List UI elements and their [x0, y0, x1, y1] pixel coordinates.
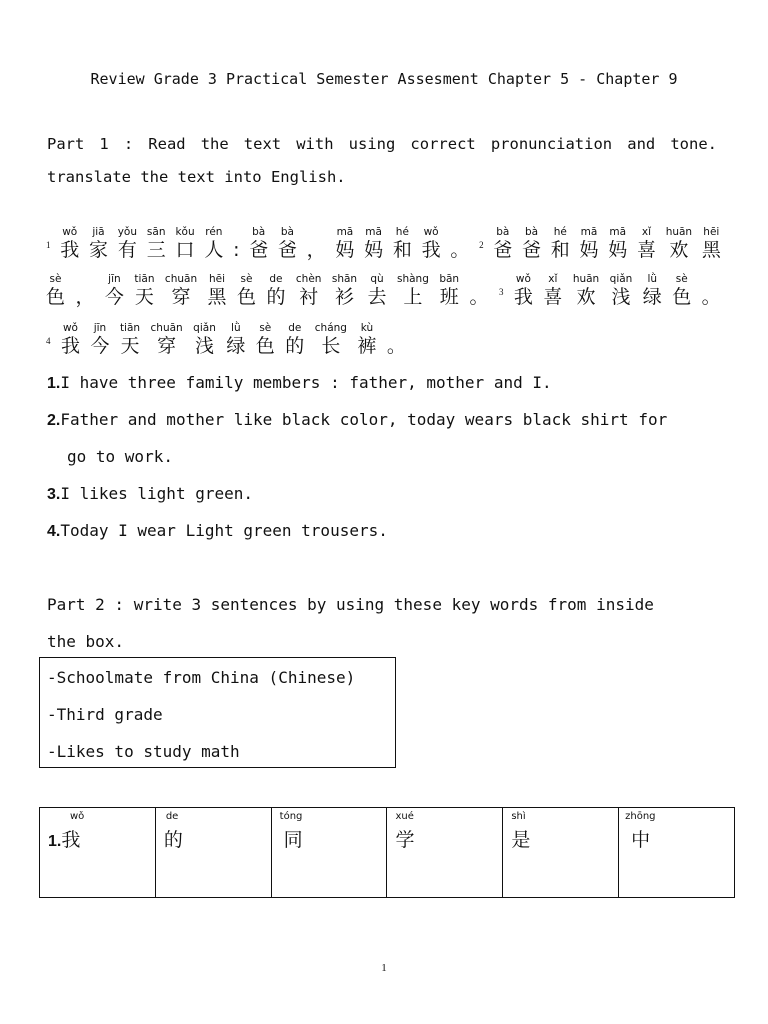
chinese-line-1 — [46, 226, 721, 262]
pinyin: xǐ — [548, 273, 558, 285]
hanzi: 今 — [104, 286, 124, 308]
hanzi: 爸 — [277, 239, 297, 261]
pinyin: yǒu — [117, 226, 137, 238]
grid-cell[interactable]: de 的 — [156, 808, 272, 897]
pinyin: tiān — [119, 322, 141, 334]
hanzi: 有 — [117, 239, 137, 261]
hanzi: 。 — [450, 239, 470, 261]
sentence-number: 2 — [479, 240, 484, 250]
hanzi: 妈 — [364, 239, 384, 261]
pinyin-character — [118, 226, 137, 262]
keyword-box — [39, 657, 396, 768]
hanzi: ， — [306, 239, 326, 261]
pinyin: mā — [609, 226, 627, 238]
pinyin: chèn — [295, 273, 322, 285]
hanzi: ， — [75, 286, 95, 308]
grid-cell[interactable]: wǒ 1.我 — [40, 808, 156, 897]
pinyin-character — [608, 226, 627, 262]
pinyin-character — [285, 322, 304, 358]
pinyin-character — [151, 322, 183, 358]
page-number: 1 — [381, 962, 387, 974]
hanzi: 妈 — [579, 239, 599, 261]
pinyin: bà — [252, 226, 266, 238]
hanzi: 家 — [88, 239, 108, 261]
pinyin-character — [702, 226, 721, 262]
pinyin: shàng — [396, 273, 429, 285]
pinyin-character — [296, 273, 322, 309]
pinyin-character — [522, 226, 541, 262]
pinyin: sè — [675, 273, 688, 285]
pinyin-character — [543, 273, 562, 309]
sentence-number: 3 — [498, 287, 504, 297]
hanzi: 穿 — [157, 335, 177, 357]
pinyin: hé — [553, 226, 567, 238]
hanzi: 穿 — [171, 286, 191, 308]
hanzi: 色 — [255, 335, 275, 357]
hanzi: 我 — [60, 335, 80, 357]
pinyin-character — [610, 273, 633, 309]
pinyin-character — [60, 226, 79, 262]
pinyin-character — [397, 273, 429, 309]
pinyin-character — [89, 226, 108, 262]
pinyin-character — [256, 322, 275, 358]
hanzi: 。 — [701, 286, 721, 308]
pinyin-character — [579, 226, 598, 262]
pinyin: sè — [49, 273, 62, 285]
sentence-number: 4 — [46, 336, 51, 346]
hanzi: 我 — [421, 239, 441, 261]
translation-4: 4.Today I wear Light green trousers. — [47, 521, 388, 540]
pinyin-character — [666, 226, 692, 262]
pinyin-character — [120, 322, 140, 358]
pinyin-character — [61, 322, 80, 358]
pinyin-character — [204, 226, 223, 262]
hanzi: 口 — [175, 239, 195, 261]
pinyin: hé — [395, 226, 409, 238]
chinese-line-3 — [46, 322, 406, 358]
hanzi: 三 — [146, 239, 166, 261]
pinyin: wǒ — [515, 273, 531, 285]
pinyin-character — [208, 273, 227, 309]
translation-2-continued: go to work. — [67, 447, 173, 466]
part2-instruction-continued: the box. — [47, 632, 125, 651]
hanzi: 天 — [134, 286, 154, 308]
hanzi: 去 — [367, 286, 387, 308]
hanzi: 今 — [90, 335, 110, 357]
hanzi: 色 — [46, 286, 66, 308]
pinyin: shān — [331, 273, 358, 285]
hanzi: 的 — [266, 286, 286, 308]
hanzi: 浅 — [611, 286, 631, 308]
pinyin: jiā — [92, 226, 105, 238]
pinyin-character — [514, 273, 533, 309]
hanzi: 我 — [60, 239, 80, 261]
pinyin-character — [147, 226, 166, 262]
hanzi: 的 — [285, 335, 305, 357]
pinyin: wǒ — [62, 226, 78, 238]
pinyin: chuān — [150, 322, 183, 334]
hanzi: 。 — [469, 286, 489, 308]
pinyin: qiǎn — [193, 322, 216, 334]
pinyin-character — [315, 322, 347, 358]
pinyin: wǒ — [62, 322, 78, 334]
pinyin-character — [233, 226, 239, 262]
pinyin: bà — [280, 226, 294, 238]
pinyin-character — [672, 273, 691, 309]
pinyin: mā — [580, 226, 598, 238]
grid-cell[interactable]: zhōng 中 — [625, 811, 656, 851]
pinyin: cháng — [314, 322, 347, 334]
pinyin-character — [46, 273, 65, 309]
pinyin: lǜ — [647, 273, 658, 285]
pinyin-character — [266, 273, 285, 309]
hanzi: 黑 — [207, 286, 227, 308]
sentence-number: 1 — [46, 240, 51, 250]
pinyin-character — [643, 273, 662, 309]
pinyin: de — [269, 273, 283, 285]
pinyin: qiǎn — [609, 273, 633, 285]
pinyin-character — [470, 273, 489, 309]
pinyin: jīn — [108, 273, 121, 285]
pinyin: hēi — [209, 273, 226, 285]
hanzi: 喜 — [636, 239, 656, 261]
pinyin-character — [573, 273, 599, 309]
pinyin-character — [364, 226, 383, 262]
pinyin-character — [422, 226, 441, 262]
pinyin-character — [393, 226, 412, 262]
hanzi: 爸 — [522, 239, 542, 261]
keyword-item: -Third grade — [47, 705, 163, 724]
pinyin-character — [439, 273, 459, 309]
hanzi: 黑 — [701, 239, 721, 261]
pinyin-character — [702, 273, 721, 309]
hanzi: 和 — [550, 239, 570, 261]
pinyin-character — [175, 226, 194, 262]
translation-3: 3.I likes light green. — [47, 484, 253, 503]
pinyin-character — [307, 226, 326, 262]
hanzi: 长 — [321, 335, 341, 357]
pinyin-character — [493, 226, 512, 262]
pinyin: lǜ — [231, 322, 241, 334]
hanzi: 绿 — [642, 286, 662, 308]
translation-1: 1.I have three family members : father, mother and I. — [47, 373, 552, 392]
part2-instruction — [47, 595, 713, 615]
hanzi: 浅 — [195, 335, 215, 357]
pinyin: qù — [370, 273, 384, 285]
hanzi: 色 — [672, 286, 692, 308]
pinyin: xǐ — [641, 226, 652, 238]
pinyin: de — [288, 322, 302, 334]
pinyin: huān — [665, 226, 693, 238]
pinyin: wǒ — [423, 226, 439, 238]
pinyin-character — [335, 226, 354, 262]
hanzi: 爸 — [249, 239, 269, 261]
hanzi: 天 — [120, 335, 140, 357]
hanzi: 我 — [513, 286, 533, 308]
pinyin-character — [249, 226, 268, 262]
pinyin-character — [278, 226, 297, 262]
hanzi: 人 — [204, 239, 224, 261]
hanzi: 喜 — [543, 286, 563, 308]
pinyin: hēi — [703, 226, 720, 238]
keyword-item: -Likes to study math — [47, 742, 240, 761]
hanzi: : — [233, 239, 240, 261]
part2-instruction-line: Part 2 : write 3 sentences by using these key words from inside — [47, 595, 654, 614]
pinyin: kù — [360, 322, 374, 334]
pinyin: rén — [205, 226, 223, 238]
pinyin: bà — [496, 226, 510, 238]
hanzi: 裤 — [357, 335, 377, 357]
pinyin-character — [226, 322, 245, 358]
hanzi: 妈 — [608, 239, 628, 261]
pinyin: bà — [524, 226, 539, 238]
hanzi: 班 — [439, 286, 459, 308]
grid-cell[interactable]: xué 学 — [387, 808, 503, 897]
page-title: Review Grade 3 Practical Semester Assesment Chapter 5 - Chapter 9 — [90, 70, 678, 88]
pinyin-character — [357, 322, 376, 358]
pinyin-character — [237, 273, 256, 309]
grid-cell[interactable]: shì 是 — [503, 808, 619, 897]
pinyin-character — [450, 226, 469, 262]
pinyin: sān — [146, 226, 166, 238]
pinyin-character — [368, 273, 387, 309]
pinyin: mā — [336, 226, 354, 238]
hanzi: 妈 — [335, 239, 355, 261]
hanzi: 爸 — [493, 239, 513, 261]
hanzi: 欢 — [669, 239, 689, 261]
hanzi: 。 — [386, 335, 406, 357]
pinyin: huān — [572, 273, 600, 285]
pinyin: chuān — [164, 273, 198, 285]
part1-instruction: Part 1 : Read the text with using correct pronunciation and tone. translate the text into English. — [47, 135, 717, 186]
pinyin-character — [193, 322, 216, 358]
pinyin-character — [332, 273, 357, 309]
hanzi: 衫 — [334, 286, 354, 308]
pinyin: mā — [365, 226, 382, 238]
pinyin-character — [551, 226, 570, 262]
hanzi: 上 — [403, 286, 423, 308]
translation-2: 2.Father and mother like black color, today wears black shirt for — [47, 410, 668, 429]
grid-cell[interactable]: tóng 同 — [272, 808, 388, 897]
pinyin-character — [90, 322, 109, 358]
pinyin-character — [134, 273, 154, 309]
hanzi: 欢 — [576, 286, 596, 308]
pinyin: sè — [240, 273, 253, 285]
pinyin: jīn — [93, 322, 107, 334]
chinese-line-2 — [46, 273, 721, 309]
keyword-item: -Schoolmate from China (Chinese) — [47, 668, 356, 687]
pinyin: tiān — [134, 273, 155, 285]
pinyin: kǒu — [175, 226, 195, 238]
pinyin-character — [75, 273, 94, 309]
writing-grid — [39, 807, 735, 898]
hanzi: 色 — [236, 286, 256, 308]
pinyin: bān — [439, 273, 460, 285]
pinyin-character — [105, 273, 124, 309]
hanzi: 绿 — [226, 335, 246, 357]
pinyin-character — [387, 322, 406, 358]
pinyin: sè — [259, 322, 272, 334]
pinyin-character — [165, 273, 197, 309]
hanzi: 和 — [392, 239, 412, 261]
hanzi: 衬 — [299, 286, 319, 308]
pinyin-character — [637, 226, 656, 262]
